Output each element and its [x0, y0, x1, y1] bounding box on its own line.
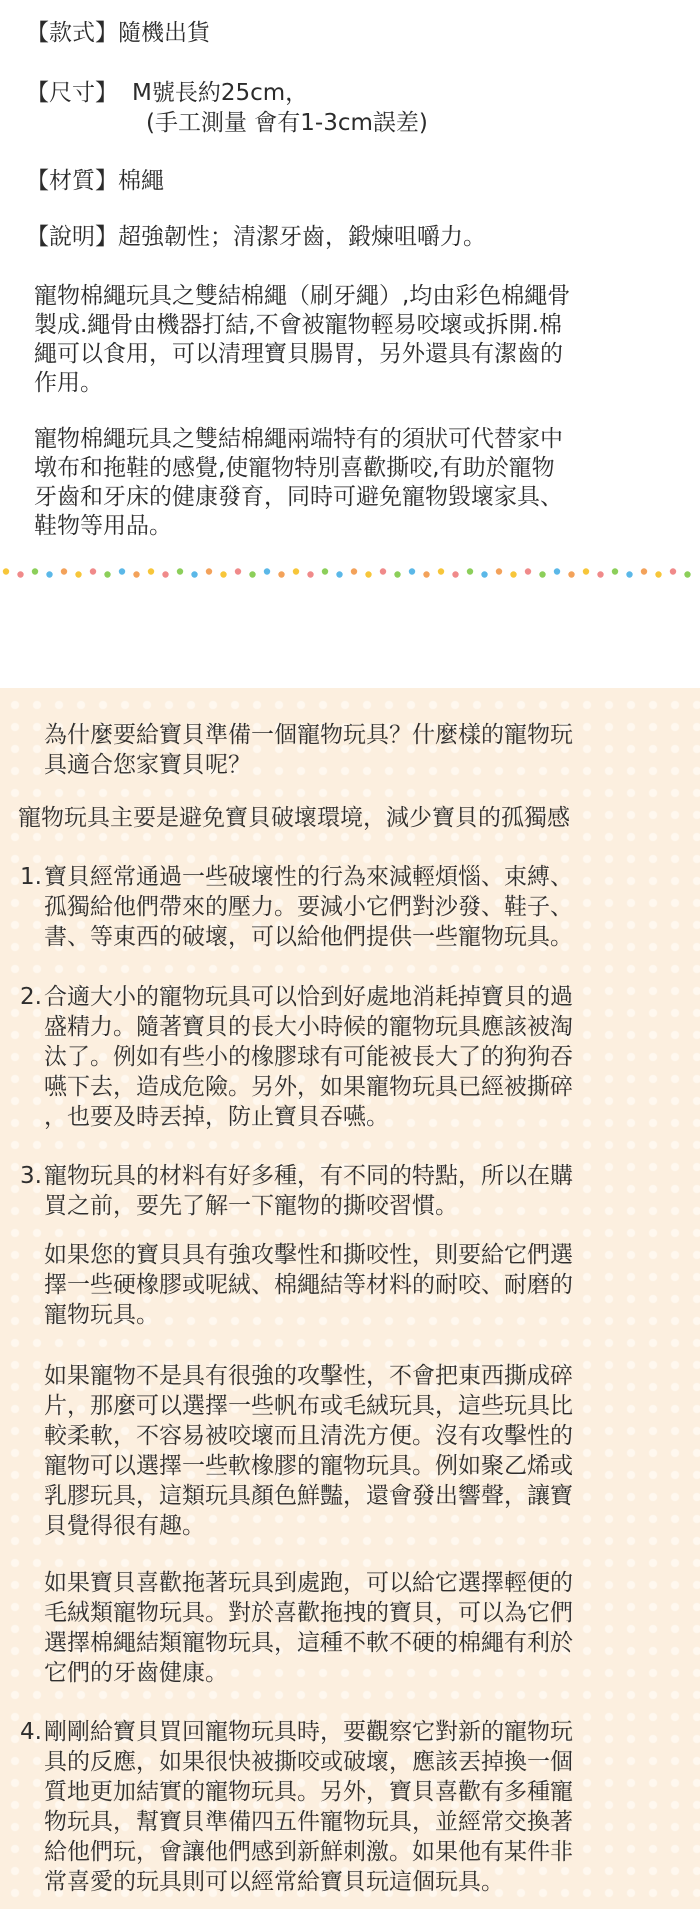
divider-dot [133, 571, 139, 577]
divider-dot [510, 571, 516, 577]
text-line: 寶貝經常通過一些破壞性的行為來減輕煩惱、束縛、 [44, 864, 573, 890]
divider-dot [554, 568, 560, 574]
text-line: 乳膠玩具，這類玩具顏色鮮豔，還會發出響聲，讓寶 [44, 1483, 573, 1509]
divider-dot [394, 571, 400, 577]
text-line: 如果寶貝喜歡拖著玩具到處跑，可以給它選擇輕便的 [44, 1570, 573, 1596]
text-line: 書、等東西的破壞，可以給他們提供一些寵物玩具。 [44, 924, 573, 950]
guide-question [44, 720, 684, 780]
text-line: 擇一些硬橡膠或呢絨、棉繩結等材料的耐咬、耐磨的 [44, 1272, 573, 1298]
divider-dot [278, 571, 284, 577]
guide-item-3 [20, 1161, 690, 1221]
divider-dot [467, 568, 473, 574]
divider-dot [336, 571, 342, 577]
guide-item-3-hard-toys [44, 1240, 684, 1330]
text-line: 嚥下去，造成危險。另外，如果寵物玩具已經被撕碎 [44, 1074, 573, 1100]
guide-item-2 [20, 982, 690, 1132]
divider-dot [597, 571, 603, 577]
description-label: 【說明】 [26, 224, 118, 250]
divider-dot [162, 571, 168, 577]
text-line: 孤獨給他們帶來的壓力。要減小它們對沙發、鞋子、 [44, 894, 573, 920]
description-value: 超強韌性；清潔牙齒，鍛煉咀嚼力。 [118, 224, 486, 250]
text-line: 寵物玩具。 [44, 1302, 159, 1328]
text-line: 作用。 [34, 370, 103, 396]
text-line: 牙齒和牙床的健康發育，同時可避免寵物毀壞家具、 [34, 484, 563, 510]
divider-dot [452, 571, 458, 577]
material-label: 【材質】 [26, 168, 118, 194]
material-row [26, 166, 164, 196]
divider-dot [220, 571, 226, 577]
text-line: 剛剛給寶貝買回寵物玩具時，要觀察它對新的寵物玩 [44, 1719, 573, 1745]
text-line: 合適大小的寵物玩具可以恰到好處地消耗掉寶貝的過 [44, 984, 573, 1010]
divider-dot [365, 571, 371, 577]
divider-dot [641, 568, 647, 574]
divider-dot [148, 568, 154, 574]
pet-toy-guide-section [0, 688, 700, 1909]
text-line: 製成.繩骨由機器打結,不會被寵物輕易咬壞或拆開.棉 [34, 312, 562, 338]
text-line: 常喜愛的玩具則可以經常給寶貝玩這個玩具。 [44, 1869, 504, 1895]
divider-dot [75, 571, 81, 577]
colorful-dot-divider [0, 566, 700, 580]
text-line: 寵物棉繩玩具之雙結棉繩（刷牙繩）,均由彩色棉繩骨 [34, 283, 571, 309]
divider-dot [3, 568, 9, 574]
divider-dot [655, 571, 661, 577]
divider-dot [191, 571, 197, 577]
text-line: 為什麼要給寶貝準備一個寵物玩具？什麼樣的寵物玩 [44, 722, 573, 748]
size-row [26, 78, 308, 108]
text-line: 買之前，要先了解一下寵物的撕咬習慣。 [44, 1193, 458, 1219]
divider-dot [423, 571, 429, 577]
description-paragraph-2 [34, 425, 674, 541]
text-line: 貝覺得很有趣。 [44, 1513, 205, 1539]
divider-dot [481, 571, 487, 577]
text-line: 具適合您家寶貝呢？ [44, 752, 251, 778]
style-value: 隨機出貨 [118, 20, 210, 46]
size-label: 【尺寸】 [26, 80, 118, 106]
divider-dot [293, 568, 299, 574]
text-line: 寵物棉繩玩具之雙結棉繩兩端特有的須狀可代替家中 [34, 426, 563, 452]
item-number: 3. [20, 1163, 42, 1189]
divider-dot [177, 568, 183, 574]
guide-item-3-plush-toys [44, 1568, 684, 1688]
text-line: 質地更加結實的寵物玩具。另外，寶貝喜歡有多種寵 [44, 1779, 573, 1805]
divider-dot [90, 568, 96, 574]
divider-dot [351, 568, 357, 574]
text-line: ，也要及時丟掉，防止寶貝吞嚥。 [44, 1104, 389, 1130]
divider-dot [583, 568, 589, 574]
guide-item-3-soft-toys [44, 1361, 684, 1541]
divider-dot [496, 568, 502, 574]
divider-dot [206, 568, 212, 574]
product-spec-section [0, 0, 700, 560]
item-number: 2. [20, 984, 42, 1010]
text-line: 較柔軟，不容易被咬壞而且清洗方便。沒有攻擊性的 [44, 1423, 573, 1449]
item-number: 4. [20, 1719, 42, 1745]
text-line: 墩布和拖鞋的感覺,使寵物特別喜歡撕咬,有助於寵物 [34, 455, 555, 481]
divider-dot [104, 571, 110, 577]
divider-dot [322, 568, 328, 574]
description-paragraph-1 [34, 282, 674, 398]
divider-dot [32, 568, 38, 574]
divider-dot [46, 571, 52, 577]
divider-dot [670, 568, 676, 574]
text-line: 毛絨類寵物玩具。對於喜歡拖拽的寶貝，可以為它們 [44, 1600, 573, 1626]
divider-dot [684, 571, 690, 577]
divider-dot [612, 568, 618, 574]
guide-item-4 [20, 1717, 690, 1897]
divider-dot [409, 568, 415, 574]
divider-dot [626, 571, 632, 577]
divider-dot [438, 568, 444, 574]
material-value: 棉繩 [118, 168, 164, 194]
divider-dot [539, 571, 545, 577]
item-number: 1. [20, 864, 42, 890]
size-value-line1: M號長約25cm， [132, 80, 309, 106]
text-line: 汰了。例如有些小的橡膠球有可能被長大了的狗狗吞 [44, 1044, 573, 1070]
text-line: 鞋物等用品。 [34, 513, 172, 539]
divider-dot [119, 568, 125, 574]
size-value-line2: (手工測量 會有1-3cm誤差) [146, 110, 428, 136]
text-line: 選擇棉繩結類寵物玩具，這種不軟不硬的棉繩有利於 [44, 1630, 573, 1656]
text-line: 給他們玩，會讓他們感到新鮮刺激。如果他有某件非 [44, 1839, 573, 1865]
text-line: 片，那麼可以選擇一些帆布或毛絨玩具，這些玩具比 [44, 1393, 573, 1419]
text-line: 繩可以食用，可以清理寶貝腸胃，另外還具有潔齒的 [34, 341, 563, 367]
style-row [26, 18, 210, 48]
description-row [26, 222, 486, 252]
guide-summary: 寵物玩具主要是避免寶貝破壞環境，減少寶貝的孤獨感 [18, 805, 570, 831]
divider-dot [235, 568, 241, 574]
divider-dot [307, 571, 313, 577]
text-line: 寵物可以選擇一些軟橡膠的寵物玩具。例如聚乙烯或 [44, 1453, 573, 1479]
text-line: 物玩具，幫寶貝準備四五件寵物玩具，並經常交換著 [44, 1809, 573, 1835]
divider-dot [568, 571, 574, 577]
text-line: 它們的牙齒健康。 [44, 1660, 228, 1686]
divider-dot [380, 568, 386, 574]
text-line: 如果您的寶貝具有強攻擊性和撕咬性，則要給它們選 [44, 1242, 573, 1268]
text-line: 盛精力。隨著寶貝的長大小時候的寵物玩具應該被淘 [44, 1014, 573, 1040]
style-label: 【款式】 [26, 20, 118, 46]
divider-dot [264, 568, 270, 574]
text-line: 具的反應，如果很快被撕咬或破壞，應該丟掉換一個 [44, 1749, 573, 1775]
divider-dot [249, 571, 255, 577]
text-line: 寵物玩具的材料有好多種，有不同的特點，所以在購 [44, 1163, 573, 1189]
divider-dot [525, 568, 531, 574]
divider-dot [61, 568, 67, 574]
guide-item-1 [20, 862, 690, 952]
divider-dot [17, 571, 23, 577]
text-line: 如果寵物不是具有很強的攻擊性，不會把東西撕成碎 [44, 1363, 573, 1389]
